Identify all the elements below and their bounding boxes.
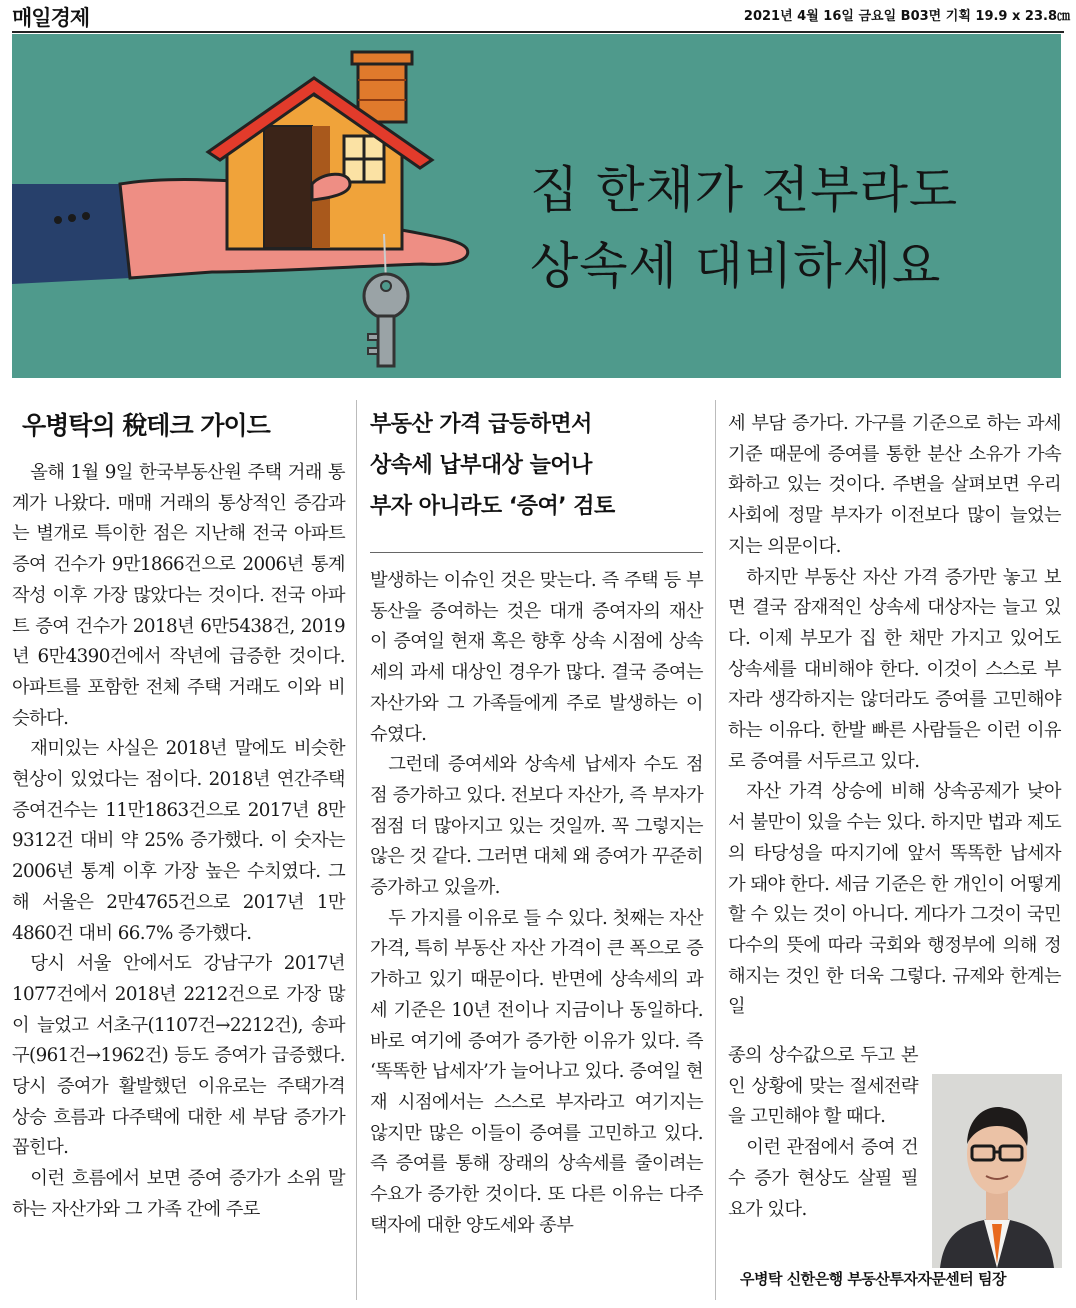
paragraph: 발생하는 이슈인 것은 맞는다. 즉 주택 등 부동산을 증여하는 것은 대개 증여자의 재산이 증여일 현재 혹은 향후 상속 시점에 상속세의 과세 대상인 경우가 많다. 결국 증여는 자산가와 그 가족들에게 주로 발생하는 이슈였다. [370,570,703,745]
subheadline-line-1: 부동산 가격 급등하면서 [370,412,592,437]
paragraph: 이런 관점에서 증여 건수 증가 현상도 살필 필요가 있다. [728,1137,918,1220]
article-column-3-continued [728,1041,918,1225]
subheadline-rule [370,552,703,553]
paragraph: 종의 상수값으로 두고 본인 상황에 맞는 절세전략을 고민해야 할 때다. [728,1045,918,1128]
author-caption: 우병탁 신한은행 부동산투자자문센터 팀장 [740,1270,1006,1288]
paragraph: 올해 1월 9일 한국부동산원 주택 거래 통계가 나왔다. 매매 거래의 통상적인 증감과는 별개로 특이한 점은 지난해 전국 아파트 증여 건수가 9만1866건으로 2006년 통계 작성 이후 가장 많았다는 것이다. 전국 아파트 증여 건수가 2018년 6만5438건, 2019년 6만4390건에서 작년에 급증한 것이다. 아파트를 포함한 전체 주택 거래도 이와 비슷하다. [12,462,345,729]
author-photo [932,1074,1062,1268]
paragraph: 자산 가격 상승에 비해 상속공제가 낮아서 불만이 있을 수는 있다. 하지만 법과 제도의 타당성을 따지기에 앞서 똑똑한 납세자가 돼야 한다. 세금 기준은 한 개인이 어떻게 할 수 있는 것이 아니다. 게다가 그것이 국민 다수의 뜻에 따라 국회와 행정부에 의해 정해지는 것인 한 더욱 그렇다. 규제와 한계는 일 [728,781,1061,1018]
headline [530,152,958,304]
sleeve-shape [12,184,130,284]
column-title: 우병탁의 稅테크 가이드 [22,411,270,440]
paragraph: 하지만 부동산 자산 가격 증가만 놓고 보면 결국 잠재적인 상속세 대상자는 늘고 있다. 이제 부모가 집 한 채만 가지고 있어도 상속세를 대비해야 한다. 이것이 스스로 부자라 생각하지는 않더라도 증여를 고민해야 하는 이유다. 한발 빠른 사람들은 이런 이유로 증여를 서두르고 있다. [728,566,1061,772]
article-column-2 [370,566,703,1241]
author-portrait [932,1074,1062,1268]
headline-line-1: 집 한채가 전부라도 [530,161,959,219]
subheadline-line-3: 부자 아니라도 ‘증여’ 검토 [370,494,615,519]
hero-illustration [12,34,1061,378]
paragraph: 두 가지를 이유로 들 수 있다. 첫째는 자산 가격, 특히 부동산 자산 가격이 큰 폭으로 증가하고 있기 때문이다. 반면에 상속세의 과세 기준은 10년 전이나 지금이나 동일하다. 바로 여기에 증여가 증가한 이유가 있다. 즉 ‘똑똑한 납세자’가 늘어나고 있다. 증여일 현재 시점에서는 스스로 부자라고 여기지는 않지만 많은 이들이 증여를 고민하고 있다. 즉 증여를 통해 장래의 상속세를 줄이려는 수요가 증가한 것이다. 또 다른 이유는 다주택자에 대한 양도세와 종부 [370,907,703,1236]
column-divider [356,400,357,1300]
article-column-3 [728,409,1061,1023]
top-rule [12,31,1064,33]
paragraph: 당시 서울 안에서도 강남구가 2017년 1077건에서 2018년 2212건으로 가장 많이 늘었고 서초구(1107건→2212건), 송파구(961건→1962건) 등도 증여가 급증했다. 당시 증여가 활발했던 이유로는 주택가격 상승 흐름과 다주택에 대한 세 부담 증가가 꼽힌다. [12,953,345,1159]
publication-info: 2021년 4월 16일 금요일 B03면 기획 19.9 x 23.8㎝ [743,9,1070,24]
headline-line-2: 상속세 대비하세요 [530,237,942,295]
paragraph: 재미있는 사실은 2018년 말에도 비슷한 현상이 있었다는 점이다. 2018년 연간주택증여건수는 11만1863건으로 2017년 8만9312건 대비 약 25% 증가했다. 이 숫자는 2006년 통계 이후 가장 높은 수치였다. 그해 서울은 2만4765건으로 2017년 1만4860건 대비 66.7% 증가했다. [12,738,345,944]
article-column-1 [12,458,345,1226]
subheadline [370,404,703,527]
paragraph: 세 부담 증가다. 가구를 기준으로 하는 과세 기준 때문에 증여를 통한 분산 소유가 가속화하고 있는 것이다. 주변을 살펴보면 우리 사회에 정말 부자가 이전보다 많이 늘었는지는 의문이다. [728,413,1061,557]
subheadline-line-2: 상속세 납부대상 늘어나 [370,453,592,478]
house-door [264,126,312,248]
paragraph: 이런 흐름에서 보면 증여 증가가 소위 말하는 자산가와 그 가족 간에 주로 [12,1168,345,1220]
column-divider [715,400,716,1300]
paragraph: 그런데 증여세와 상속세 납세자 수도 점점 증가하고 있다. 전보다 자산가, 즉 부자가 점점 더 많아지고 있는 것일까. 꼭 그렇지는 않은 것 같다. 그러면 대체 왜 증여가 꾸준히 증가하고 있을까. [370,754,703,899]
masthead: 매일경제 [12,6,90,30]
